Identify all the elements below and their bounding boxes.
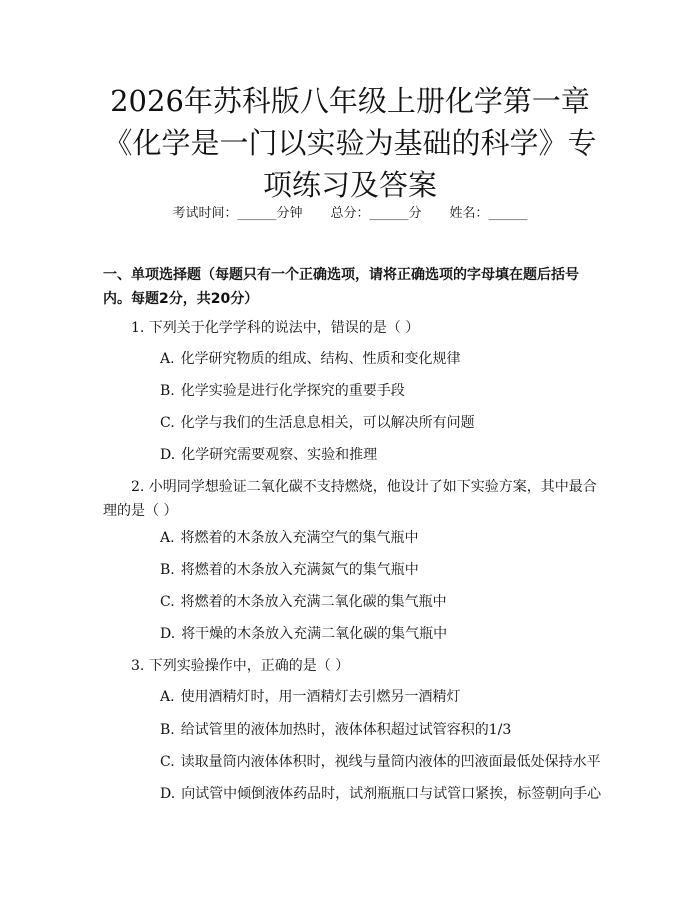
- question-3-option-a: [160, 687, 600, 707]
- total-score: 总分：______分: [330, 206, 422, 221]
- question-2-option-c: [160, 592, 600, 612]
- option-text: 将燃着的木条放入充满空气的集气瓶中: [180, 530, 419, 546]
- option-text: 化学研究物质的组成、结构、性质和变化规律: [180, 351, 461, 367]
- option-text: 化学与我们的生活息息相关，可以解决所有问题: [180, 415, 475, 431]
- question-3-option-b: [160, 720, 600, 740]
- option-letter: C.: [160, 754, 175, 770]
- exam-meta: [0, 205, 700, 223]
- option-text: 将燃着的木条放入充满二氧化碳的集气瓶中: [180, 594, 447, 610]
- option-letter: A.: [160, 530, 175, 546]
- option-letter: D.: [160, 447, 176, 463]
- question-1-option-c: [160, 413, 600, 433]
- option-letter: D.: [160, 786, 176, 802]
- option-text: 将干燥的木条放入充满二氧化碳的集气瓶中: [181, 626, 448, 642]
- option-text: 化学研究需要观察、实验和推理: [181, 447, 378, 463]
- question-2-option-a: [160, 528, 600, 548]
- option-text: 将燃着的木条放入充满氮气的集气瓶中: [180, 562, 419, 578]
- option-letter: A.: [160, 689, 175, 705]
- question-1-option-d: [160, 445, 600, 465]
- question-1-option-b: [160, 381, 600, 401]
- option-letter: C.: [160, 594, 175, 610]
- question-2-option-b: [160, 560, 600, 580]
- option-letter: B.: [160, 722, 175, 738]
- question-2-stem: 2. 小明同学想验证二氧化碳不支持燃烧，他设计了如下实验方案，其中最合理的是（ ）: [103, 479, 597, 519]
- option-letter: C.: [160, 415, 175, 431]
- option-letter: B.: [160, 562, 175, 578]
- option-text: 使用酒精灯时，用一酒精灯去引燃另一酒精灯: [180, 689, 461, 705]
- option-text: 读取量筒内液体体积时，视线与量筒内液体的凹液面最低处保持水平: [180, 754, 601, 770]
- option-text: 给试管里的液体加热时，液体体积超过试管容积的1/3: [180, 722, 512, 738]
- option-text: 化学实验是进行化学探究的重要手段: [180, 383, 405, 399]
- question-3-option-d: [160, 784, 600, 804]
- option-text: 向试管中倾倒液体药品时，试剂瓶瓶口与试管口紧挨，标签朝向手心: [181, 786, 602, 802]
- option-letter: A.: [160, 351, 175, 367]
- question-3-option-c: [160, 752, 600, 772]
- exam-time: 考试时间：______分钟: [172, 206, 303, 221]
- page-title: 2026年苏科版八年级上册化学第一章《化学是一门以实验为基础的科学》专项练习及答案: [103, 84, 597, 202]
- section-heading: 一、单项选择题（每题只有一个正确选项，请将正确选项的字母填在题后括号内。每题2分，共20分）: [103, 267, 579, 307]
- question-3-stem: 3. 下列实验操作中，正确的是（ ）: [131, 658, 350, 674]
- option-letter: D.: [160, 626, 176, 642]
- option-letter: B.: [160, 383, 175, 399]
- question-2-option-d: [160, 624, 600, 644]
- question-1-stem: 1. 下列关于化学学科的说法中，错误的是（ ）: [131, 320, 420, 336]
- student-name: 姓名：______: [449, 206, 528, 221]
- question-1-option-a: [160, 349, 600, 369]
